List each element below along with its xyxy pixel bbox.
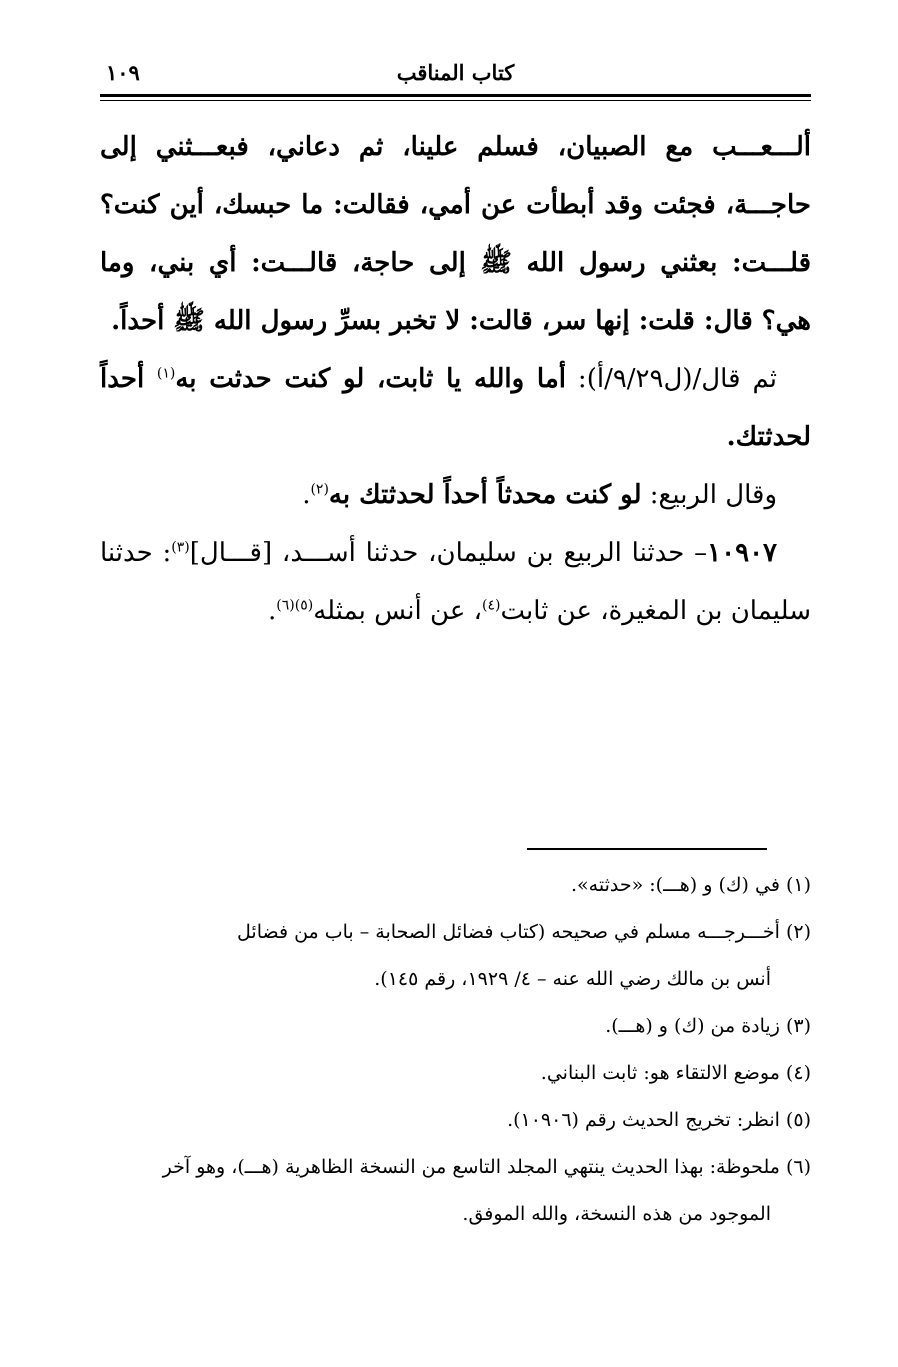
paragraph-3-end: . bbox=[302, 480, 311, 510]
footnote-ref-4: (٤) bbox=[482, 597, 501, 614]
paragraph-2 bbox=[100, 350, 811, 466]
footnote-2: (٢) أخـــرجـــه مسلم في صحيحه (كتاب فضائل الصحابة – باب من فضائل bbox=[237, 921, 811, 943]
footnote-ref-1: (١) bbox=[156, 365, 176, 382]
footnote-5: (٥) انظر: تخريج الحديث رقم (١٠٩٠٦). bbox=[507, 1109, 811, 1131]
hadith-chain-end: . bbox=[268, 596, 277, 626]
footnote-ref-3: (٣) bbox=[171, 539, 190, 556]
paragraph-3-quote: لو كنت محدثاً أحداً لحدثتك به bbox=[328, 480, 642, 510]
hadith-chain-b: : حدثنا سليمان بن المغيرة، عن ثابت bbox=[100, 538, 811, 626]
footnote-6-continued: الموجود من هذه النسخة، والله الموفق. bbox=[462, 1203, 771, 1225]
header-title: كتاب المناقب bbox=[396, 60, 515, 85]
paragraph-2-quote-end: أحداً لحدثتك. bbox=[100, 364, 811, 452]
paragraph-1: ألـــعـــب مع الصبيان، فسلم علينا، ثم دعاني، فبعـــثني إلى حاجـــة، فجئت وقد أبطأت عن أمي، فقالت: ما حبسك، أين كنت؟ قلـــت: بعثني رسول الله ﷺ إلى حاجة، قالـــت: أي بني، وما هي؟ قال: قلت: إنها سر، قالت: لا تخبر بسرِّ رسول الله ﷺ أحداً. bbox=[100, 132, 811, 336]
header-rule-thin bbox=[100, 100, 811, 101]
hadith-chain-c: ، عن أنس بمثله bbox=[313, 596, 482, 626]
hadith-entry bbox=[100, 524, 811, 640]
footnote-2-continued: أنس بن مالك رضي الله عنه – ٤/ ١٩٢٩، رقم ١٤٥). bbox=[374, 968, 771, 990]
footnote-ref-5-6: (٥)(٦) bbox=[276, 597, 314, 614]
paragraph-3-lead: وقال الربيع: bbox=[641, 480, 777, 510]
footnote-ref-2: (٢) bbox=[310, 481, 329, 498]
footnote-separator bbox=[527, 848, 767, 850]
header-rule-thick bbox=[100, 94, 811, 97]
footnote-3: (٣) زيادة من (ك) و (هـــ). bbox=[605, 1015, 811, 1037]
page-number: ١٠٩ bbox=[106, 60, 140, 85]
main-text bbox=[100, 118, 811, 640]
paragraph-2-quote: أما والله يا ثابت، لو كنت حدثت به bbox=[175, 364, 566, 394]
footnotes bbox=[100, 862, 811, 1238]
footnote-4: (٤) موضع الالتقاء هو: ثابت البناني. bbox=[540, 1062, 811, 1084]
running-header bbox=[100, 60, 811, 94]
footnote-6: (٦) ملحوظة: بهذا الحديث ينتهي المجلد التاسع من النسخة الظاهرية (هـــ)، وهو آخر bbox=[162, 1156, 811, 1178]
hadith-chain-a: – حدثنا الربيع بن سليمان، حدثنا أســـد، [قـــال] bbox=[189, 538, 708, 568]
paragraph-3 bbox=[100, 466, 811, 524]
paragraph-2-lead: ثم قال/(ل٩/٢٩/أ): bbox=[566, 364, 777, 394]
hadith-number: ١٠٩٠٧ bbox=[707, 538, 777, 568]
footnote-1: (١) في (ك) و (هـــ): «حدثته». bbox=[571, 874, 811, 896]
